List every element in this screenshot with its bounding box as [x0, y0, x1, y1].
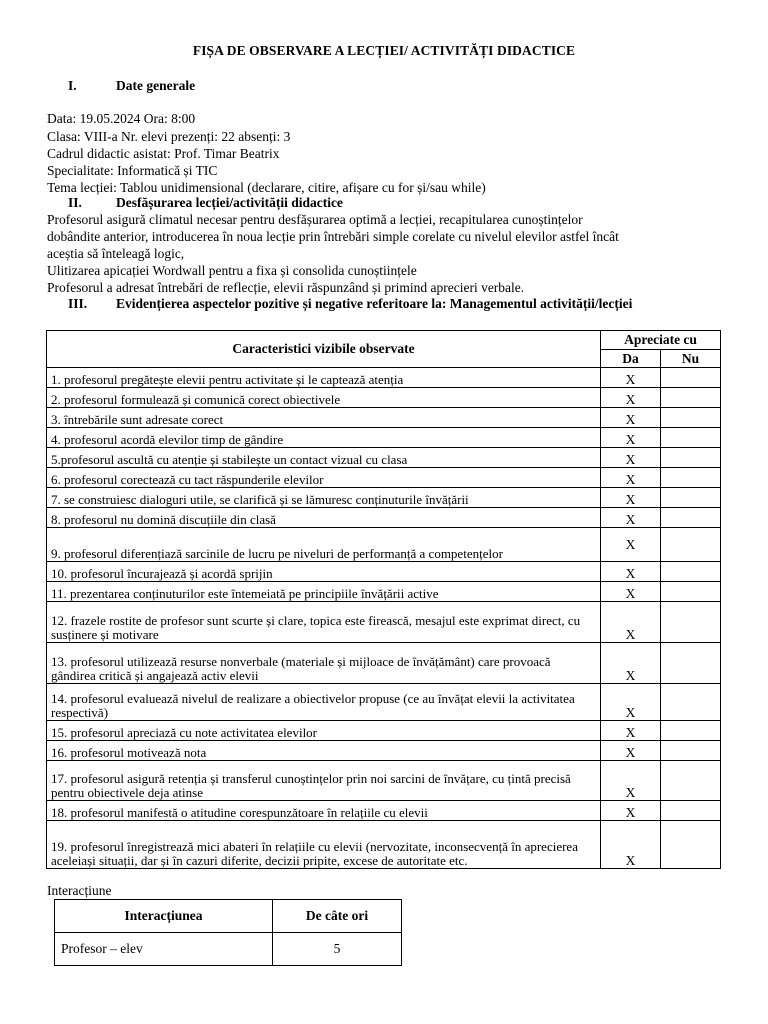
da-mark: X — [601, 741, 661, 761]
header-count: De câte ori — [273, 900, 402, 933]
da-mark: X — [601, 528, 661, 562]
nu-mark — [661, 741, 721, 761]
observation-table — [46, 330, 721, 869]
section-heading-management — [68, 296, 632, 312]
table-row — [47, 368, 721, 388]
interaction-label: Interacțiune — [47, 883, 112, 898]
da-mark: X — [601, 388, 661, 408]
row-text: 9. profesorul diferențiază sarcinile de lucru pe niveluri de performanță a competențelor — [47, 528, 601, 562]
table-row — [47, 528, 721, 562]
da-mark: X — [601, 582, 661, 602]
row-text: 14. profesorul evaluează nivelul de realizare a obiectivelor propuse (ce au învățat elevii la activitatea respectivă) — [47, 684, 601, 721]
section-title: Date generale — [116, 78, 196, 93]
page-title: FIȘA DE OBSERVARE A LECȚIEI/ ACTIVITĂȚI DIDACTICE — [192, 43, 576, 58]
da-mark: X — [601, 761, 661, 801]
table-row — [55, 933, 402, 966]
date-time-line: Data: 19.05.2024 Ora: 8:00 — [47, 111, 196, 126]
section-title: Desfășurarea lecției/activității didactice — [116, 195, 343, 210]
row-text: 6. profesorul corectează cu tact răspunderile elevilor — [47, 468, 601, 488]
header-da: Da — [601, 350, 661, 368]
table-row — [47, 684, 721, 721]
da-mark: X — [601, 821, 661, 869]
paragraph-line: Profesorul asigură climatul necesar pentru desfășurarea optimă a lecției, recapitularea cunoștințelor — [47, 212, 583, 227]
header-nu: Nu — [661, 350, 721, 368]
header-interaction: Interacțiunea — [55, 900, 273, 933]
nu-mark — [661, 761, 721, 801]
nu-mark — [661, 602, 721, 643]
table-row — [47, 488, 721, 508]
nu-mark — [661, 428, 721, 448]
paragraph-line: Ulitizarea apicației Wordwall pentru a fixa și consolida cunoștiințele — [47, 263, 417, 278]
topic-line: Tema lecției: Tablou unidimensional (declarare, citire, afișare cu for și/sau while) — [47, 180, 486, 195]
table-row — [47, 582, 721, 602]
table-row — [47, 408, 721, 428]
nu-mark — [661, 721, 721, 741]
nu-mark — [661, 562, 721, 582]
nu-mark — [661, 368, 721, 388]
nu-mark — [661, 821, 721, 869]
da-mark: X — [601, 643, 661, 684]
specialty-line: Specialitate: Informatică și TIC — [47, 163, 218, 178]
paragraph-line: Profesorul a adresat întrebări de reflecție, elevii răspunzând și primind aprecieri verbale. — [47, 280, 525, 295]
da-mark: X — [601, 488, 661, 508]
da-mark: X — [601, 408, 661, 428]
interaction-count: 5 — [273, 933, 402, 966]
table-row — [47, 801, 721, 821]
table-row — [47, 643, 721, 684]
row-text: 10. profesorul încurajează și acordă sprijin — [47, 562, 601, 582]
row-text: 2. profesorul formulează și comunică corect obiectivele — [47, 388, 601, 408]
section-title: Evidențierea aspectelor pozitive și negative referitoare la: Managementul activității/lecției — [116, 296, 633, 311]
da-mark: X — [601, 602, 661, 643]
row-text: 13. profesorul utilizează resurse nonverbale (materiale și mijloace de învățământ) care provoacă gândirea critică și angajează activ elevii — [47, 643, 601, 684]
table-row — [47, 761, 721, 801]
da-mark: X — [601, 562, 661, 582]
table-row — [47, 562, 721, 582]
row-text: 1. profesorul pregătește elevii pentru activitate și le captează atenția — [47, 368, 601, 388]
table-row — [47, 428, 721, 448]
nu-mark — [661, 468, 721, 488]
row-text: 19. profesorul înregistrează mici abateri în relațiile cu elevii (nervozitate, inconsecvență în aprecierea aceleiași situații, dar și în cazuri diferite, decizii pripite, excese de autoritate etc. — [47, 821, 601, 869]
da-mark: X — [601, 428, 661, 448]
row-text: 4. profesorul acordă elevilor timp de gândire — [47, 428, 601, 448]
table-row — [47, 821, 721, 869]
da-mark: X — [601, 368, 661, 388]
section-number: II. — [68, 195, 82, 210]
nu-mark — [661, 528, 721, 562]
nu-mark — [661, 684, 721, 721]
row-text: 3. întrebările sunt adresate corect — [47, 408, 601, 428]
teacher-line: Cadrul didactic asistat: Prof. Timar Beatrix — [47, 146, 280, 161]
nu-mark — [661, 388, 721, 408]
da-mark: X — [601, 508, 661, 528]
nu-mark — [661, 801, 721, 821]
row-text: 18. profesorul manifestă o atitudine corespunzătoare în relațiile cu elevii — [47, 801, 601, 821]
section-number: I. — [68, 78, 77, 93]
paragraph-line: aceștia să înteleagă logic, — [47, 246, 185, 261]
da-mark: X — [601, 801, 661, 821]
header-characteristics: Caracteristici vizibile observate — [47, 331, 601, 368]
row-text: 7. se construiesc dialoguri utile, se clarifică și se lămuresc conținuturile învățării — [47, 488, 601, 508]
section-number: III. — [68, 296, 88, 311]
da-mark: X — [601, 468, 661, 488]
da-mark: X — [601, 448, 661, 468]
table-row — [47, 602, 721, 643]
row-text: 17. profesorul asigură retenția și transferul cunoștințelor prin noi sarcini de învățare, cu țintă precisă pentru obiectivele deja atinse — [47, 761, 601, 801]
table-row — [47, 741, 721, 761]
row-text: 5.profesorul ascultă cu atenție și stabilește un contact vizual cu clasa — [47, 448, 601, 468]
nu-mark — [661, 643, 721, 684]
interaction-table — [54, 899, 402, 966]
row-text: 8. profesorul nu domină discuțiile din clasă — [47, 508, 601, 528]
interaction-type: Profesor – elev — [55, 933, 273, 966]
paragraph-line: dobândite anterior, introducerea în noua lecție prin întrebări simple corelate cu nivelul elevilor astfel încât — [47, 229, 619, 244]
table-row — [47, 388, 721, 408]
nu-mark — [661, 508, 721, 528]
row-text: 15. profesorul apreciază cu note activitatea elevilor — [47, 721, 601, 741]
nu-mark — [661, 488, 721, 508]
section-heading-general — [68, 78, 195, 94]
table-row — [47, 468, 721, 488]
nu-mark — [661, 448, 721, 468]
row-text: 11. prezentarea conținuturilor este întemeiată pe principiile învățării active — [47, 582, 601, 602]
row-text: 12. frazele rostite de profesor sunt scurte și clare, topica este firească, mesajul este exprimat direct, cu susținere și motivare — [47, 602, 601, 643]
table-row — [47, 448, 721, 468]
nu-mark — [661, 582, 721, 602]
class-line: Clasa: VIII-a Nr. elevi prezenți: 22 absenți: 3 — [47, 129, 291, 144]
table-row — [47, 721, 721, 741]
nu-mark — [661, 408, 721, 428]
da-mark: X — [601, 684, 661, 721]
table-row — [47, 508, 721, 528]
row-text: 16. profesorul motivează nota — [47, 741, 601, 761]
section-heading-desfasurare — [68, 195, 343, 211]
header-apreciate: Apreciate cu — [601, 331, 721, 350]
da-mark: X — [601, 721, 661, 741]
